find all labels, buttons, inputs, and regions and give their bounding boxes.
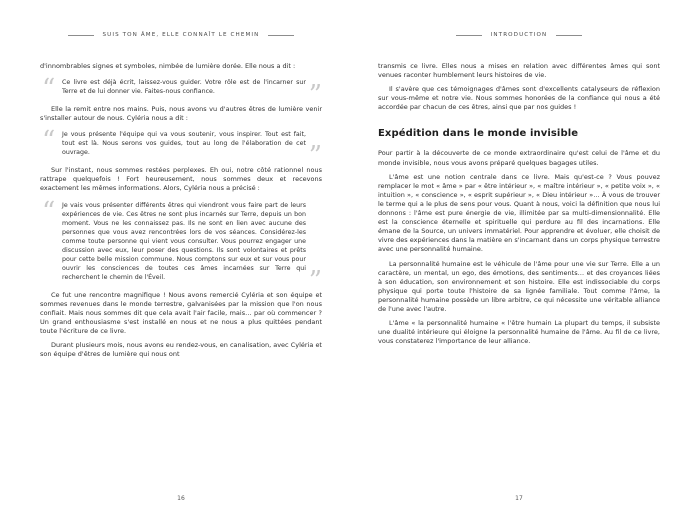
paragraph: L'âme « la personnalité humaine « l'être humain La plupart du temps, il subsiste une dualité intérieure qui éloigne la personnalité humaine de l'âme. Au fil de ce livre, vous constaterez l'importance de leur alliance. (378, 319, 660, 346)
right-running-head (378, 30, 660, 40)
left-running-head (40, 30, 322, 40)
paragraph: Il s'avère que ces témoignages d'âmes sont d'excellents catalyseurs de réflexion sur vous-même et notre vie. Nous sommes honorées de la confiance qui nous a été accordée par chacun de ces êtres, ainsi que par nos guides ! (378, 85, 660, 112)
quote-close-icon: ” (308, 141, 322, 172)
section-heading: Expédition dans le monde invisible (378, 128, 579, 140)
right-page (350, 0, 700, 528)
rule-right (556, 35, 582, 36)
rule-right (268, 35, 294, 36)
right-running-head-text: INTRODUCTION (490, 32, 548, 38)
page-number: 17 (515, 495, 523, 502)
blockquote-text: Ce livre est déjà écrit, laissez-vous guider. Votre rôle est de l'incarner sur Terre et de lui donner vie. Faites-nous confiance. (62, 79, 306, 96)
left-running-head-text: SUIS TON ÂME, ELLE CONNAÎT LE CHEMIN (102, 32, 260, 38)
right-page-body (378, 62, 660, 487)
paragraph: L'âme est une notion centrale dans ce livre. Mais qu'est-ce ? Vous pouvez remplacer le mot « âme » par « être intérieur », « maître intérieur », « petite voix », « intuition », « conscience », « esprit supérieur », « Dieu intérieur »… À vous de trouver le terme qui a le plus de sens pour vous. Quant à nous, voici la définition que nous lui donnons : l'âme est pure énergie de vie, illimitée par sa multi-dimensionnalité. Elle est la conscience éternelle et spirituelle qui perdure au fil des incarnations. Elle émane de la Source, un univers immatériel. Pour apprendre et évoluer, elle choisit de vivre des expériences dans la matière en s'incarnant dans un corps physique terrestre avec une personnalité humaine. (378, 172, 660, 254)
quote-open-icon: “ (42, 74, 56, 105)
blockquote (40, 74, 322, 111)
paragraph: d'innombrables signes et symboles, nimbée de lumière dorée. Elle nous a dit : (40, 62, 296, 70)
blockquote (40, 126, 322, 172)
paragraph: Sur l'instant, nous sommes restées perplexes. Eh oui, notre côté rationnel nous rattrape quelquefois ! Fort heureusement, nous sommes deux et recevons exactement les mêmes informations. Alors, Cyléria nous a précisé : (40, 166, 322, 193)
paragraph: transmis ce livre. Elles nous a mises en relation avec différentes âmes qui sont venues raconter humblement leurs histoires de vie. (378, 62, 660, 80)
rule-left (68, 35, 94, 36)
quote-close-icon: ” (308, 265, 322, 296)
blockquote (40, 196, 322, 296)
blockquote-text: Je vous présente l'équipe qui va vous soutenir, vous inspirer. Tout est fait, tout est là. Nous serons vos guides, tout au long de l'élaboration de cet ouvrage. (62, 131, 306, 157)
paragraph: Elle la remit entre nos mains. Puis, nous avons vu d'autres êtres de lumière venir s'installer autour de nous. Cyléria nous a dit : (40, 105, 322, 123)
paragraph: La personnalité humaine est le véhicule de l'âme pour une vie sur Terre. Elle a un caractère, un mental, un ego, des émotions, des sentiments… et des croyances liées à son éducation, son environnement et son histoire. Elle est indissociable du corps physique qui porte toute l'histoire de sa lignée familiale. Tout comme l'âme, la personnalité humaine possède un libre arbitre, ce qui nécessite une véritable alliance de l'une avec l'autre. (378, 259, 660, 313)
quote-open-icon: “ (42, 196, 56, 227)
paragraph: Durant plusieurs mois, nous avons eu rendez-vous, en canalisation, avec Cyléria et son équipe d'êtres de lumière qui nous ont (40, 341, 322, 359)
rule-left (456, 35, 482, 36)
paragraph: Pour partir à la découverte de ce monde extraordinaire qu'est celui de l'âme et du monde invisible, nous vous avons préparé quelques bagages utiles. (378, 149, 660, 167)
left-page-body (40, 62, 322, 487)
page-number: 16 (177, 495, 185, 502)
blockquote-text: Je vais vous présenter différents êtres qui viendront vous faire part de leurs expériences de vie. Ces êtres ne sont plus incarnés sur Terre, depuis un bon moment. Vous ne les connaissez pas. Ils ne sont en lien avec aucune des personnes que vous avez rencontrées lors de vos séances. Considérez-les comme toute personne qui vient vous consulter. Vous pourrez engager une discussion avec eux, leur poser des questions. Ils sont volontaires et prêts pour cette belle mission commune. Nous comptons sur eux et sur vous pour ouvrir les consciences de toutes ces âmes incarnées sur Terre qui recherchent le chemin de l'Éveil. (62, 201, 306, 281)
quote-open-icon: “ (42, 126, 56, 157)
paragraph: Ce fut une rencontre magnifique ! Nous avons remercié Cyléria et son équipe et sommes revenues dans le monde terrestre, galvanisées par la mission que l'on nous confiait. Mais nous sommes dit que cela avait l'air facile, mais… par où commencer ? Un grand enthousiasme s'est installé en nous et ne nous a plus quittées pendant toute l'écriture de ce livre. (40, 290, 322, 335)
quote-close-icon: ” (308, 80, 322, 111)
